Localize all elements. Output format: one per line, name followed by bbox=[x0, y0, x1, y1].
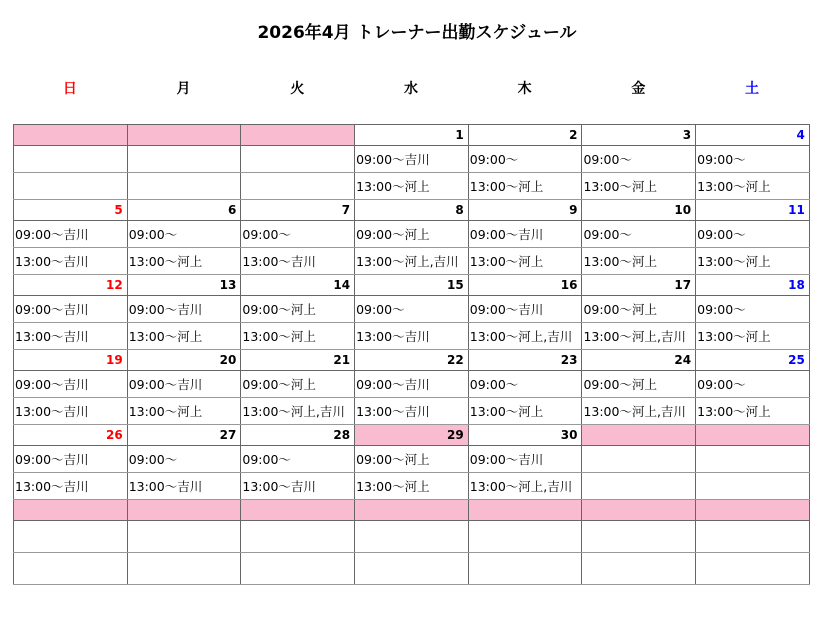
afternoon-shift-cell: 13:00〜河上,吉川 bbox=[355, 248, 469, 275]
day-number-cell bbox=[582, 500, 696, 521]
day-number-cell: 30 bbox=[468, 425, 582, 446]
weekday-friday: 金 bbox=[631, 81, 646, 97]
morning-shift-cell: 09:00〜吉川 bbox=[14, 296, 128, 323]
afternoon-shift-cell: 13:00〜河上 bbox=[696, 248, 810, 275]
afternoon-shift-cell: 13:00〜河上 bbox=[696, 398, 810, 425]
day-number-cell bbox=[127, 500, 241, 521]
afternoon-shift-cell: 13:00〜河上 bbox=[127, 323, 241, 350]
morning-shift-cell: 09:00〜吉川 bbox=[468, 446, 582, 473]
afternoon-shift-cell: 13:00〜河上 bbox=[468, 398, 582, 425]
calendar-date-row bbox=[14, 350, 810, 371]
morning-shift-cell: 09:00〜吉川 bbox=[127, 371, 241, 398]
afternoon-shift-cell bbox=[582, 473, 696, 500]
afternoon-shift-cell: 13:00〜河上 bbox=[355, 173, 469, 200]
calendar-pm-row bbox=[14, 323, 810, 350]
day-number-cell: 27 bbox=[127, 425, 241, 446]
afternoon-shift-cell bbox=[127, 173, 241, 200]
morning-shift-cell bbox=[127, 521, 241, 553]
weekday-sunday: 日 bbox=[62, 81, 77, 97]
day-number-cell bbox=[696, 425, 810, 446]
morning-shift-cell: 09:00〜 bbox=[241, 446, 355, 473]
day-number-cell: 7 bbox=[241, 200, 355, 221]
afternoon-shift-cell bbox=[241, 553, 355, 585]
morning-shift-cell: 09:00〜吉川 bbox=[14, 371, 128, 398]
day-number-cell: 13 bbox=[127, 275, 241, 296]
morning-shift-cell bbox=[14, 146, 128, 173]
day-number-cell: 3 bbox=[582, 125, 696, 146]
day-number-cell: 6 bbox=[127, 200, 241, 221]
calendar-date-row bbox=[14, 500, 810, 521]
afternoon-shift-cell: 13:00〜吉川 bbox=[14, 473, 128, 500]
calendar-date-row bbox=[14, 275, 810, 296]
afternoon-shift-cell: 13:00〜河上 bbox=[127, 398, 241, 425]
morning-shift-cell: 09:00〜 bbox=[127, 446, 241, 473]
day-number-cell: 12 bbox=[14, 275, 128, 296]
weekday-tuesday: 火 bbox=[290, 81, 305, 97]
day-number-cell: 16 bbox=[468, 275, 582, 296]
morning-shift-cell: 09:00〜吉川 bbox=[468, 296, 582, 323]
morning-shift-cell: 09:00〜 bbox=[468, 146, 582, 173]
weekday-monday: 月 bbox=[176, 81, 191, 97]
morning-shift-cell bbox=[582, 521, 696, 553]
afternoon-shift-cell: 13:00〜吉川 bbox=[14, 248, 128, 275]
afternoon-shift-cell: 13:00〜吉川 bbox=[355, 398, 469, 425]
morning-shift-cell bbox=[241, 146, 355, 173]
day-number-cell: 26 bbox=[14, 425, 128, 446]
morning-shift-cell: 09:00〜吉川 bbox=[355, 146, 469, 173]
morning-shift-cell: 09:00〜吉川 bbox=[468, 221, 582, 248]
day-number-cell: 23 bbox=[468, 350, 582, 371]
calendar-date-row bbox=[14, 200, 810, 221]
day-number-cell bbox=[241, 500, 355, 521]
day-number-cell: 29 bbox=[355, 425, 469, 446]
afternoon-shift-cell: 13:00〜河上 bbox=[468, 248, 582, 275]
day-number-cell: 21 bbox=[241, 350, 355, 371]
morning-shift-cell: 09:00〜吉川 bbox=[127, 296, 241, 323]
morning-shift-cell: 09:00〜吉川 bbox=[14, 446, 128, 473]
day-number-cell: 28 bbox=[241, 425, 355, 446]
morning-shift-cell: 09:00〜 bbox=[127, 221, 241, 248]
afternoon-shift-cell bbox=[14, 553, 128, 585]
calendar-am-row bbox=[14, 296, 810, 323]
afternoon-shift-cell: 13:00〜河上 bbox=[241, 323, 355, 350]
morning-shift-cell: 09:00〜 bbox=[696, 221, 810, 248]
calendar-pm-row bbox=[14, 398, 810, 425]
afternoon-shift-cell bbox=[468, 553, 582, 585]
calendar-date-row bbox=[14, 425, 810, 446]
afternoon-shift-cell: 13:00〜吉川 bbox=[241, 248, 355, 275]
morning-shift-cell: 09:00〜 bbox=[468, 371, 582, 398]
morning-shift-cell: 09:00〜 bbox=[696, 146, 810, 173]
afternoon-shift-cell bbox=[127, 553, 241, 585]
morning-shift-cell bbox=[127, 146, 241, 173]
morning-shift-cell: 09:00〜河上 bbox=[241, 296, 355, 323]
afternoon-shift-cell bbox=[696, 473, 810, 500]
afternoon-shift-cell: 13:00〜吉川 bbox=[14, 323, 128, 350]
morning-shift-cell: 09:00〜河上 bbox=[582, 371, 696, 398]
afternoon-shift-cell bbox=[355, 553, 469, 585]
day-number-cell: 19 bbox=[14, 350, 128, 371]
morning-shift-cell bbox=[696, 521, 810, 553]
calendar-am-row bbox=[14, 371, 810, 398]
morning-shift-cell bbox=[355, 521, 469, 553]
calendar-pm-row bbox=[14, 248, 810, 275]
morning-shift-cell bbox=[468, 521, 582, 553]
schedule-calendar bbox=[13, 124, 810, 585]
morning-shift-cell: 09:00〜河上 bbox=[355, 446, 469, 473]
calendar-date-row bbox=[14, 125, 810, 146]
calendar-am-row bbox=[14, 446, 810, 473]
day-number-cell bbox=[582, 425, 696, 446]
calendar-am-row bbox=[14, 221, 810, 248]
afternoon-shift-cell: 13:00〜吉川 bbox=[127, 473, 241, 500]
morning-shift-cell bbox=[582, 446, 696, 473]
day-number-cell: 10 bbox=[582, 200, 696, 221]
calendar-pm-row bbox=[14, 473, 810, 500]
morning-shift-cell: 09:00〜 bbox=[355, 296, 469, 323]
morning-shift-cell: 09:00〜 bbox=[696, 371, 810, 398]
weekday-thursday: 木 bbox=[517, 81, 532, 97]
day-number-cell: 24 bbox=[582, 350, 696, 371]
day-number-cell: 22 bbox=[355, 350, 469, 371]
afternoon-shift-cell: 13:00〜河上 bbox=[355, 473, 469, 500]
calendar-pm-row bbox=[14, 173, 810, 200]
day-number-cell: 4 bbox=[696, 125, 810, 146]
morning-shift-cell bbox=[14, 521, 128, 553]
page-title: 2026年4月 トレーナー出勤スケジュール bbox=[257, 23, 577, 43]
day-number-cell: 15 bbox=[355, 275, 469, 296]
day-number-cell: 20 bbox=[127, 350, 241, 371]
afternoon-shift-cell: 13:00〜河上 bbox=[696, 323, 810, 350]
day-number-cell bbox=[127, 125, 241, 146]
afternoon-shift-cell: 13:00〜河上,吉川 bbox=[468, 473, 582, 500]
calendar-pm-row bbox=[14, 553, 810, 585]
day-number-cell bbox=[14, 125, 128, 146]
day-number-cell bbox=[14, 500, 128, 521]
morning-shift-cell: 09:00〜 bbox=[582, 146, 696, 173]
afternoon-shift-cell: 13:00〜河上,吉川 bbox=[582, 323, 696, 350]
afternoon-shift-cell: 13:00〜河上 bbox=[127, 248, 241, 275]
morning-shift-cell: 09:00〜河上 bbox=[582, 296, 696, 323]
weekday-saturday: 土 bbox=[745, 81, 760, 97]
day-number-cell: 1 bbox=[355, 125, 469, 146]
afternoon-shift-cell: 13:00〜河上 bbox=[468, 173, 582, 200]
afternoon-shift-cell: 13:00〜河上 bbox=[582, 173, 696, 200]
weekday-header bbox=[13, 78, 809, 98]
afternoon-shift-cell: 13:00〜河上 bbox=[696, 173, 810, 200]
day-number-cell: 9 bbox=[468, 200, 582, 221]
afternoon-shift-cell bbox=[241, 173, 355, 200]
afternoon-shift-cell: 13:00〜河上,吉川 bbox=[582, 398, 696, 425]
day-number-cell: 8 bbox=[355, 200, 469, 221]
day-number-cell: 18 bbox=[696, 275, 810, 296]
afternoon-shift-cell: 13:00〜吉川 bbox=[355, 323, 469, 350]
day-number-cell bbox=[355, 500, 469, 521]
day-number-cell: 14 bbox=[241, 275, 355, 296]
morning-shift-cell: 09:00〜 bbox=[582, 221, 696, 248]
afternoon-shift-cell: 13:00〜河上,吉川 bbox=[468, 323, 582, 350]
morning-shift-cell bbox=[696, 446, 810, 473]
morning-shift-cell: 09:00〜 bbox=[241, 221, 355, 248]
afternoon-shift-cell bbox=[696, 553, 810, 585]
afternoon-shift-cell: 13:00〜吉川 bbox=[241, 473, 355, 500]
calendar-am-row bbox=[14, 146, 810, 173]
day-number-cell bbox=[241, 125, 355, 146]
morning-shift-cell: 09:00〜吉川 bbox=[355, 371, 469, 398]
morning-shift-cell: 09:00〜河上 bbox=[241, 371, 355, 398]
day-number-cell: 2 bbox=[468, 125, 582, 146]
day-number-cell: 25 bbox=[696, 350, 810, 371]
morning-shift-cell: 09:00〜河上 bbox=[355, 221, 469, 248]
calendar-body bbox=[14, 125, 810, 585]
day-number-cell: 11 bbox=[696, 200, 810, 221]
day-number-cell: 17 bbox=[582, 275, 696, 296]
afternoon-shift-cell bbox=[14, 173, 128, 200]
afternoon-shift-cell: 13:00〜吉川 bbox=[14, 398, 128, 425]
weekday-wednesday: 水 bbox=[403, 81, 418, 97]
afternoon-shift-cell: 13:00〜河上,吉川 bbox=[241, 398, 355, 425]
morning-shift-cell bbox=[241, 521, 355, 553]
afternoon-shift-cell: 13:00〜河上 bbox=[582, 248, 696, 275]
morning-shift-cell: 09:00〜 bbox=[696, 296, 810, 323]
day-number-cell: 5 bbox=[14, 200, 128, 221]
calendar-am-row bbox=[14, 521, 810, 553]
day-number-cell bbox=[468, 500, 582, 521]
day-number-cell bbox=[696, 500, 810, 521]
morning-shift-cell: 09:00〜吉川 bbox=[14, 221, 128, 248]
afternoon-shift-cell bbox=[582, 553, 696, 585]
